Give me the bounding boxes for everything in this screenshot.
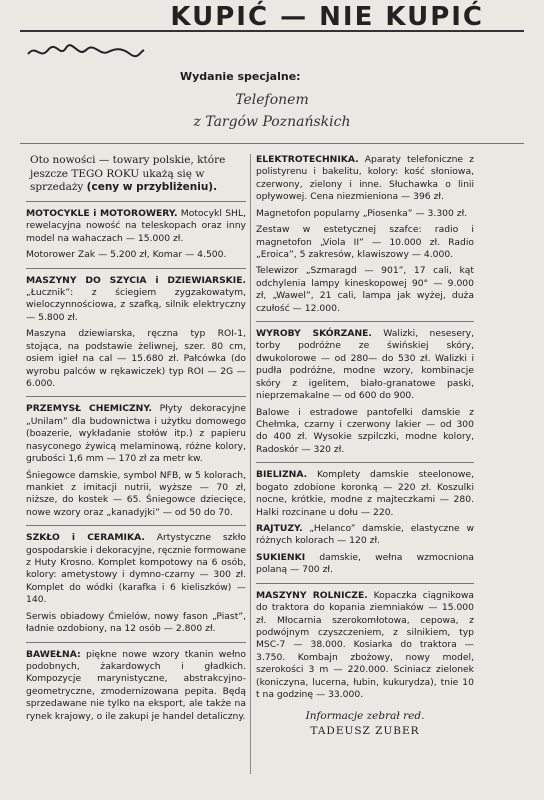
section-maszyny-do-szycia: [26, 268, 246, 391]
subtitle-line-2: z Targów Poznańskich: [193, 114, 351, 130]
section-heading: WYROBY SKÓRZANE.: [256, 328, 372, 340]
intro-note: (ceny w przybliżeniu).: [86, 181, 218, 194]
left-column: [26, 154, 246, 794]
section-heading: BAWEŁNA:: [26, 648, 81, 660]
section-heading: RAJTUZY.: [256, 522, 303, 534]
section-heading: BIELIZNA.: [256, 469, 308, 481]
page-title: KUPIĆ — NIE KUPIĆ: [170, 2, 484, 32]
section-text: Maszyna dziewiarska, ręczna typ ROI-1, stojąca, na podstawie żeliwnej, szer. 80 cm, osiem igieł na cal — 15.680 zł. Pałcówka (do wyrobu palców w rękawiczek) typ ROI — 2G — 6.000.: [26, 328, 246, 389]
section-heading: MASZYNY DO SZYCIA i DZIEWIARSKIE.: [26, 274, 246, 286]
intro-paragraph: [26, 154, 246, 195]
section-text: Aparaty telefoniczne z polistyrenu i bakelitu, kolory: kość słoniowa, czerwony, zielony i inne. Słuchawka o linii opływowej. Cena niezmieniona — 396 zł.: [256, 154, 474, 203]
section-text: Artystyczne szkło gospodarskie i dekoracyjne, ręcznie formowane z Huty Krosno. Komplet kompotowy na 6 osób, kolory: ametystowy i dymno-czarny — 300 zł. Komplet do wódki (karafka i 6 kieliszków) — 140.: [26, 532, 246, 606]
section-text: Motocykl SHL, rewelacyjna nowość na teleskopach oraz inny model na wahaczach — 15.000 zł.: [26, 207, 246, 244]
author-credit: Informacje zebrał red.: [305, 710, 425, 723]
special-edition-label: Wydanie specjalne:: [180, 70, 301, 83]
section-text: Telewizor „Szmaragd — 901”, 17 cali, kąt odchylenia lampy kineskopowej 90° — 9.000 zł, „Wawel”, 21 cali, lampa jak wyżej, duża czułość — 12.000.: [256, 265, 474, 314]
intro-text: Oto nowości — towary polskie, które jeszcze TEGO ROKU ukażą się w sprzedaży: [30, 154, 226, 194]
section-text: Kopaczka ciągnikowa do traktora do kopania ziemniaków — 15.000 zł. Młocarnia szerokomłotowa, cepowa, z podwójnym czyszczeniem, z silnikiem, typ MSC-7 — 38.000. Kosiarka do traktora — 3.750. Kombajn zbożowy, nowy model, szerokości 3 m — 220.000. Sciniacz zielonek (koniczyna, lucerna, łubin, kukurydza), tnie 10 t na godzinę — 33.000.: [256, 589, 474, 701]
subtitle-line-1: Telefonem: [235, 92, 309, 108]
section-text: damskie, wełna wzmocniona polaną — 700 zł.: [256, 551, 474, 576]
section-text: piękne nowe wzory tkanin wełno podobnych, żakardowych i gładkich. Kompozycje marynistyczne, abstrakcyjno-geometryczne, zmodernizowana pepita. Będą sprzedawane nie tylko na eksport, ale także na rynek krajowy, o ile zakupi je handel detaliczny.: [26, 648, 246, 722]
section-text: „Helanco” damskie, elastyczne w różnych kolorach — 120 zł.: [256, 522, 474, 547]
section-bawelna: [26, 642, 246, 724]
section-text: Serwis obiadowy Ćmielów, nowy fason „Piast”, ładnie ozdobiony, na 12 osób — 2.800 zł.: [26, 610, 246, 635]
section-heading: PRZEMYSŁ CHEMICZNY.: [26, 403, 152, 415]
section-text: Płyty dekoracyjne „Unilam” dla budownictwa i użytku domowego (boazerie, wykładanie stołów itp.) z papieru nasyconego żywicą melaminową, różne kolory, grubości 1,6 mm — 170 zł za metr kw.: [26, 403, 246, 465]
section-text: Balowe i estradowe pantofelki damskie z Chełmka, czarny i czerwony lakier — od 300 do 400 zł. Wysokie szpilczki, modne kolory, Radoskór — 320 zł.: [256, 406, 474, 455]
section-heading: MOTOCYKLE i MOTOROWERY.: [26, 207, 178, 219]
section-heading: ELEKTROTECHNIKA.: [256, 154, 359, 165]
masthead: [20, 0, 524, 32]
section-elektrotechnika: [256, 154, 474, 315]
section-heading: SZKŁO i CERAMIKA.: [26, 532, 145, 544]
section-text: Śniegowce damskie, symbol NFB, w 5 kolorach, mankiet z imitacji nutrii, wyższe — 70 zł, niższe, do kostek — 65. Śniegowce dziecięce, nowe wzory oraz „kanadyjki” — od 50 do 70.: [26, 469, 246, 518]
section-heading: SUKIENKI: [256, 551, 306, 563]
section-text: Magnetofon popularny „Piosenka” — 3.300 zł.: [256, 207, 468, 219]
column-divider: [250, 154, 251, 774]
section-heading: MASZYNY ROLNICZE.: [256, 589, 368, 601]
author-name: TADEUSZ ZUBER: [310, 724, 420, 737]
section-bielizna: [256, 462, 474, 576]
section-maszyny-rolnicze: [256, 583, 474, 702]
right-column: [256, 154, 474, 794]
section-text: „Łucznik”: z ściegiem zygzakowatym, wieloczynnościowa, z szafką, silnik elektryczny — 5.800 zł.: [26, 287, 246, 323]
section-szklo: [26, 525, 246, 635]
section-chemiczny: [26, 396, 246, 519]
section-text: Zestaw w estetycznej szafce: radio i magnetofon „Viola II” — 10.000 zł. Radio „Eroica”, 5 zakresów, klawiszowy — 4.000.: [256, 224, 474, 260]
handwritten-scribble: [26, 42, 146, 62]
section-motocykle: [26, 201, 246, 262]
header-divider: [20, 143, 524, 144]
section-wyroby-skorzane: [256, 321, 474, 456]
section-text: Motorower Zak — 5.200 zł, Komar — 4.500.: [26, 249, 227, 261]
section-text: Walizki, nesesery, torby podróżne ze świńskiej skóry, dwukolorowe — od 280— do 530 zł. Walizki i pudła podróżne, modne wzory, kombinacje skóry z igelitem, biało-granatowe paski, nieprzemakalne — od 600 do 900.: [256, 328, 474, 402]
section-text: Komplety damskie steelonowe, bogato zdobione koronką — 220 zł. Koszulki nocne, krótkie, modne z majteczkami — 280. Halki rozcinane u dołu — 220.: [256, 469, 474, 518]
